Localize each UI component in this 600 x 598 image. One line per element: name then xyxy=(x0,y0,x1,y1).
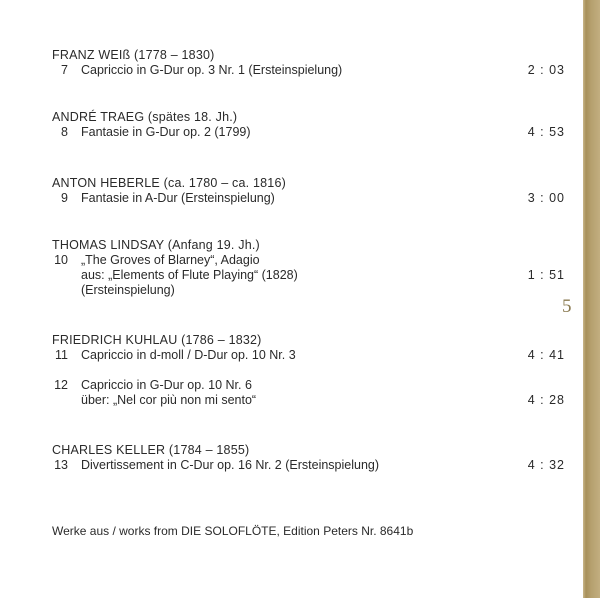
composer-section-keller xyxy=(52,443,565,473)
track-duration: 4 : 41 xyxy=(527,348,565,362)
track-title: Divertissement in C-Dur op. 16 Nr. 2 (Ersteinspielung) xyxy=(81,458,380,472)
gold-edge-bar xyxy=(583,0,600,598)
composer-heading: ANTON HEBERLE (ca. 1780 – ca. 1816) xyxy=(52,176,286,190)
source-footnote: Werke aus / works from DIE SOLOFLÖTE, Edition Peters Nr. 8641b xyxy=(52,524,414,538)
track-row xyxy=(52,253,552,268)
track-number: 8 xyxy=(61,125,68,139)
page-number: 5 xyxy=(562,296,572,317)
track-duration: 4 : 53 xyxy=(527,125,565,139)
track-number: 12 xyxy=(54,378,68,392)
track-title-line: aus: „Elements of Flute Playing“ (1828) xyxy=(81,268,298,282)
track-title: Capriccio in d-moll / D-Dur op. 10 Nr. 3 xyxy=(81,348,296,362)
track-row xyxy=(52,63,565,78)
composer-heading: CHARLES KELLER (1784 – 1855) xyxy=(52,443,250,457)
track-title: Fantasie in G-Dur op. 2 (1799) xyxy=(81,125,251,139)
track-duration: 1 : 51 xyxy=(527,268,565,282)
track-row-continuation xyxy=(52,393,565,408)
composer-section-lindsay xyxy=(52,238,565,298)
composer-heading: FRIEDRICH KUHLAU (1786 – 1832) xyxy=(52,333,262,347)
track-title-line: über: „Nel cor più non mi sento“ xyxy=(81,393,257,407)
track-title: Capriccio in G-Dur op. 10 Nr. 6 xyxy=(81,378,252,392)
track-row xyxy=(52,348,565,363)
track-number: 7 xyxy=(61,63,68,77)
track-duration: 2 : 03 xyxy=(527,63,565,77)
track-row-continuation xyxy=(52,268,565,283)
track-duration: 3 : 00 xyxy=(527,191,565,205)
track-row xyxy=(52,125,565,140)
track-row-continuation xyxy=(52,283,552,298)
track-row xyxy=(52,458,565,473)
composer-heading: FRANZ WEIß (1778 – 1830) xyxy=(52,48,215,62)
track-duration: 4 : 32 xyxy=(527,458,565,472)
composer-section-weiss xyxy=(52,48,565,78)
track-number: 10 xyxy=(54,253,68,267)
track-title: Capriccio in G-Dur op. 3 Nr. 1 (Ersteinspielung) xyxy=(81,63,343,77)
track-row xyxy=(52,378,552,393)
track-title-line: (Ersteinspielung) xyxy=(81,283,175,297)
track-number: 13 xyxy=(54,458,68,472)
track-title: „The Groves of Blarney“, Adagio xyxy=(81,253,260,267)
track-number: 9 xyxy=(61,191,68,205)
composer-heading: ANDRÉ TRAEG (spätes 18. Jh.) xyxy=(52,110,238,124)
composer-section-heberle xyxy=(52,176,565,206)
composer-heading: THOMAS LINDSAY (Anfang 19. Jh.) xyxy=(52,238,260,252)
track-title: Fantasie in A-Dur (Ersteinspielung) xyxy=(81,191,275,205)
composer-section-traeg xyxy=(52,110,565,140)
track-duration: 4 : 28 xyxy=(527,393,565,407)
composer-section-kuhlau xyxy=(52,333,565,408)
track-number: 11 xyxy=(55,348,68,362)
track-row xyxy=(52,191,565,206)
